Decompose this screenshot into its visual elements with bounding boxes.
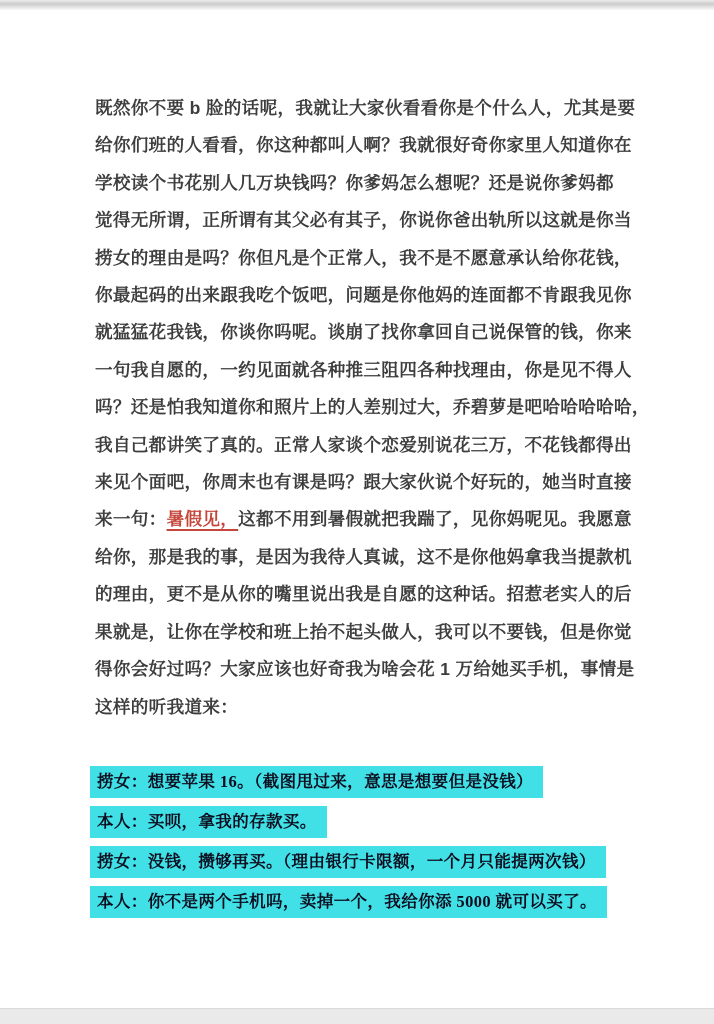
dialogue-line-highlighted: 捞女：想要苹果 16。（截图甩过来，意思是想要但是没钱）	[90, 766, 543, 798]
dialogue-line-highlighted: 本人：买呗，拿我的存款买。	[90, 806, 327, 838]
essay-line: 你最起码的出来跟我吃个饭吧，问题是你他妈的连面都不肯跟我见你	[95, 285, 632, 306]
dialogue-line-highlighted: 捞女：没钱，攒够再买。（理由银行卡限额，一个月只能提两次钱）	[90, 846, 606, 878]
essay-line: 得你会好过吗？大家应该也好奇我为啥会花 1 万给她买手机，事情是	[95, 659, 635, 680]
essay-line: 给你们班的人看看，你这种都叫人啊？我就很好奇你家里人知道你在	[95, 135, 632, 156]
dialogue-section	[95, 766, 655, 918]
essay-line: 果就是，让你在学校和班上抬不起头做人，我可以不要钱，但是你觉	[95, 621, 632, 642]
essay-line-post-text: 这都不用到暑假就把我踹了，见你妈呢见。我愿意	[238, 509, 632, 530]
top-border-strip	[0, 0, 714, 10]
essay-line: 学校读个书花别人几万块钱吗？你爹妈怎么想呢？还是说你爹妈都	[95, 172, 614, 193]
essay-line: 吗？还是怕我知道你和照片上的人差别过大，乔碧萝是吧哈哈哈哈哈，	[95, 397, 650, 418]
essay-line: 一句我自愿的，一约见面就各种推三阻四各种找理由，你是见不得人	[95, 359, 632, 380]
red-underlined-phrase: 暑假见，	[166, 509, 239, 530]
essay-line: 既然你不要 b 脸的话呢，我就让大家伙看看你是个什么人，尤其是要	[95, 98, 636, 118]
essay-line: 觉得无所谓，正所谓有其父必有其子，你说你爸出轨所以这就是你当	[95, 210, 632, 231]
essay-line: 给你，那是我的事，是因为我待人真诚，这不是你他妈拿我当提款机	[95, 546, 632, 567]
essay-line: 这样的听我道来：	[95, 696, 239, 717]
bottom-border-strip	[0, 1008, 714, 1024]
essay-line: 捞女的理由是吗？你但凡是个正常人，我不是不愿意承认给你花钱，	[95, 247, 632, 268]
dialogue-line-highlighted: 本人：你不是两个手机吗，卖掉一个，我给你添 5000 就可以买了。	[90, 886, 607, 918]
essay-line: 就猛猛花我钱，你谈你吗呢。谈崩了找你拿回自己说保管的钱，你来	[95, 322, 632, 343]
essay-line-pre-text: 来一句：	[95, 509, 167, 530]
essay-paragraph	[95, 90, 655, 726]
essay-line: 我自己都讲笑了真的。正常人家谈个恋爱别说花三万，不花钱都得出	[95, 434, 632, 455]
page-content	[95, 90, 655, 926]
essay-line: 来见个面吧，你周末也有课是吗？跟大家伙说个好玩的，她当时直接	[95, 472, 632, 493]
essay-line-with-red-phrase	[95, 501, 655, 538]
essay-line: 的理由，更不是从你的嘴里说出我是自愿的这种话。招惹老实人的后	[95, 584, 632, 605]
